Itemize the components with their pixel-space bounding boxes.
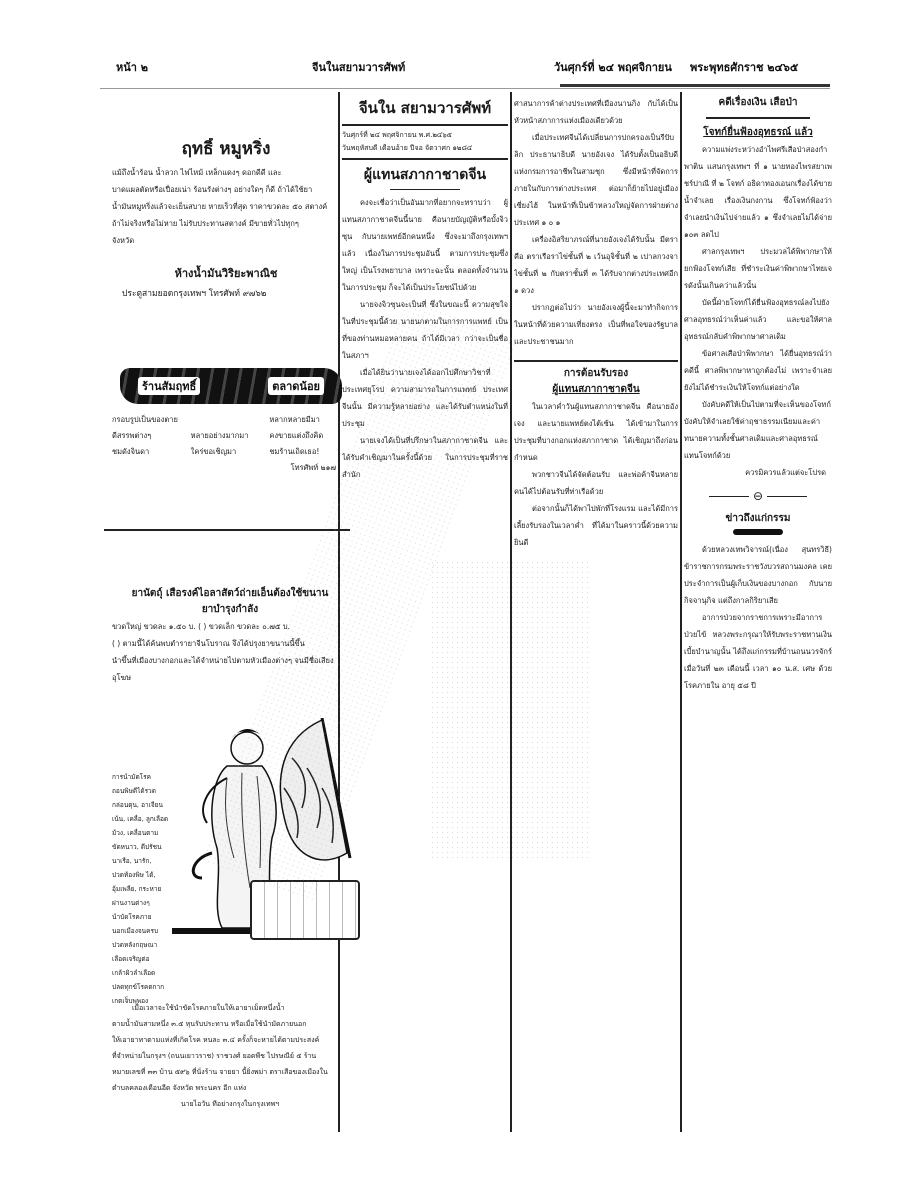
symptom-item: เกล้าผิวลำเลือด [112,969,156,977]
symptom-item: กล่อนตุน, อาเจียน [112,801,163,809]
banner-left-text: ร้านสัมฤทธิ์ [138,377,200,395]
masthead-date: วันศุกร์ที่ ๒๔ พฤศจิกายน พ.ศ.๒๔๖๕ [342,131,452,139]
column-4 [684,95,832,1135]
symptom-item: ถอนพิษดีได้รวด [112,787,156,795]
section-divider [104,529,350,531]
article-kicker: คดีเรื่องเงิน เสือป่า [718,97,798,108]
article-paragraph: อาการป่วยจากราชการเพราะมีอาการป่วยไข้ หลวงพระกรุณาให้รับพระราชทานเงินเบี้ยบำนาญนั้น ได้ถึงแก่กรรมที่บ้านถนนวรจักร์ เมื่อวันที่ ๒๓ เดือนนี้ เวลา ๑๐ น.ส. เศษ ด้วยโรคภายใน อายุ ๕๘ ปี [684,613,832,690]
section-title: ข่าวถึงแก่กรรม [725,513,791,524]
ad-line: จังหวัด [112,236,135,245]
ad2-cell: ใคร่ขอเชิญมา [190,447,237,456]
advertisement-pig-oil [112,138,340,303]
ad2-cell: ชมร้านเถิดเธอ! [269,447,320,456]
symptom-item: เน้น, เคลื่อ, ลูกเลือด [112,815,169,823]
section-subtitle: ผู้แทนสภากาชาดจีน [552,384,640,395]
article-paragraph: บัดนี้ฝ่ายโจทก์ได้ยื่นฟ้องอุทธรณ์ลงไปยังศาลอุทธรณ์ว่าเห็นค่าแล้ว และขอให้ศาลอุทธรณ์กลับคำพิพากษาศาลเดิม [684,298,832,341]
symptom-item: การนำมัดโรค [112,773,152,781]
ad2-cell [191,412,266,428]
symptom-item: ปวดหลังกฤษณา [112,941,158,949]
symptom-item: ปวดท้องพิษ ได้, [112,871,156,879]
ad3-title: ยานัตถุ์ เสือรงค์ไอลาสัตว์ถ่ายเอ็นต้องใช้ขนาน [131,588,329,599]
rule [342,158,508,160]
ad-title: ฤทธิ์ หมูหริ่ง [181,139,271,159]
article-paragraph: นายเจงได้เป็นที่ปรึกษาในสภากาชาดจีน และได้รับคำเชิญมาในครั้งนี้ด้วย ในการประชุมที่ราชสำนัก [342,436,508,479]
ad3-line: นำขึ้นที่เมืองบางกอกและได้จำหน่ายไปตามหัวเมืองต่างๆ จนมีชื่อเสียง [112,656,334,665]
ad-signature: ห้างน้ำมันวิริยะพาณิช [174,267,278,280]
section-title: การต้อนรับรอง [563,368,629,379]
article-paragraph: ปรากฏต่อไปว่า นายอังเจงผู้นี้จะมาทำกิจการในหน้าที่ด้วยความเที่ยงตรง เป็นที่พอใจของรัฐบาลและประชาชนมาก [514,303,678,346]
ad3-subtitle: ยาบำรุงกำลัง [201,604,259,615]
symptom-item: อุ้มเพลีย, กระหาย [112,885,162,893]
article-paragraph: เครื่องอิสริยาภรณ์ที่นายอังเจงได้รับนั้น มีตราคือ ตราเรือราไข่ชั้นที่ ๒ เว้นอุจิชั้นที่ ๒ เปาลกวงจาไข่ชั้นที่ ๒ กับตราชั้นที่ ๓ ได้รับจากต่างประเทศอีก ๑ ดวง [514,235,678,295]
illustration-barrel [250,880,360,940]
advertisement-medicine [112,586,348,686]
symptom-item: เลือดเจริญต่อ [112,955,150,963]
column-divider-2 [510,92,512,1132]
article-paragraph: ศาสนาการค้าต่างประเทศที่เมืองนานกิง กับได้เป็นหัวหน้าสภาการแห่งเมืองเดียวด้วย [514,99,678,125]
ad3-footer-line: เมื่อเวลาจะใช้นำขัดโรคภายในให้เอายาเม็ดหนึ่งน้ำ [132,1004,285,1012]
ad-address: ประตูสามยอดกรุงเทพฯ โทรศัพท์ ๙๗๖๒ [122,289,267,299]
ad2-phone: โทรศัพท์ ๒๑๗ [290,463,336,472]
ornament-divider: ⊖ [684,487,832,505]
ad3-line: อุโฆษ [112,673,132,682]
headline: โจทก์ยื่นฟ้องอุทธรณ์ แล้ว [703,127,813,138]
ad3-footer-line: ให้เอายาทาตามแห่งที่เกิดโรค หนละ ๓.๔ ครั้งก็จะหายได้ตามประสงค์ [112,1036,320,1044]
rule [342,124,508,126]
article-paragraph: ต่อจากนั้นก็ได้พาไปพักที่โรงแรม และได้มีการเลี้ยงรับรองในเวลาค่ำ ที่ได้มาในคราวนี้ด้วยความยินดี [514,504,678,547]
symptom-item: ผ่านงานต่างๆ [112,899,150,907]
paper-name: จีนในสยามวารศัพท์ [312,61,406,74]
rule [706,117,810,119]
article-paragraph: ข้อศาลเสือป่าพิพากษา ได้ยื่นอุทธรณ์ว่าคดีนี้ ศาลพิพากษาหาถูกต้องไม่ เพราะจำเลยยังไม่ได้ชำระเงินให้โจทก์แต่อย่างใด [684,349,832,392]
ad-line: แม้ถึงน้ำร้อน น้ำลวก ไฟไหม้ เหล็กแดงๆ ดอกดีดี และ [112,168,282,177]
headline-rule [390,189,460,190]
banner-right-text: ตลาดน้อย [268,377,324,395]
ad3-footer-line: นายไอวัน ทีอย่างกรุงในกรุงเทพฯ [180,1100,280,1108]
masthead-chinese-date: วันพฤหัสบดี เดือนอ้าย ปีจอ จัตวาศก ๑๒๘๔ [342,144,473,152]
ad-line: น้ำมันหมูหริ่งแล้วจะเย็นสบาย หายเร็วที่สุด ราคาขวดละ ๕๐ สตางค์ [112,202,328,211]
article-paragraph: นายจงจิวซุนจะเป็นที่ ซึ่งในขณะนี้ ความสุขใจในที่ประชุมนี้ด้วย นายนกตามในการการแพทย์ เป็นที่ของท่านหมอหลายคน ถ้าได้มีเวลา กว่าจะเป็นชื่อในสภาฯ [342,300,508,360]
symptom-item: ปลดทุกข์โรคดกาก [112,983,165,991]
advertisement-frame-shop [112,412,344,476]
article-paragraph: ความแพ่งระหว่างอำไพศรีเสือป่าสองกำพาติน แสนกรุงเทพฯ ที่ ๑ นายทองไพรสยาเพชร์ปาณี ที่ ๒ โจทก์ อธิดาทองเอนกเรื่องได้ขายน้ำจำเลย เรื่องเงินกงกาน ซึ่งโจทก์ฟ้องว่า จำเลยนำเงินไปจ่ายแล้ว ๑ ซึ่งจำเลยไม่ได้จ่าย ๑๐๓ ลดไป [684,145,832,239]
ad3-footer-line: ตามน้ำมันสามหนึ่ง ๓.๕ หุนรับประทาน หรือเมื่อใช้นำมัดภายนอก [112,1020,307,1028]
page-header [112,56,832,78]
symptom-item: เกตเจ็บพุพอง [112,997,149,1005]
ad3-line: ขวดใหญ่ ขวดละ ๑.๕๐ บ. ( ) ขวดเล็ก ขวดละ ๐.๗๕ บ. [112,622,291,631]
ad3-symptom-list [112,770,180,1008]
article-paragraph: คงจะเชื่อว่าเป็นอันมากที่อยากจะทราบว่า ผู้แทนสภากาชาดจีนนี้นาย คือนายบัญญัติหรือบั้งจิวซุน กับนายเพทย์อีกคนหนึ่ง ซึ่งจะมาถึงกรุงเทพฯ แล้ว เนื่องในการประชุมอันนี้ ตามการประชุมซึ่งใหญ่ เป็นโรงพยาบาล เพราะฉะนั้น ตลอดทั้งจำนวนในการประชุม ก็จะได้เป็นประโยชน์ไปด้วย [342,198,508,292]
ad2-cell: หลายอย่างมากมา [190,431,249,440]
page-number: หน้า ๒ [116,61,149,74]
ad3-footer-line: หมายเลขที่ ๓๓ บ้าน ๕๙๖ ที่นั่งร้าน จายยา นี้ยิ่งพม่า ตราเสือของเมืองใน [112,1068,328,1076]
article-paragraph: ศาลกรุงเทพฯ ประมวลได้พิพากษาให้ยกฟ้องโจทก์เสีย ที่ชำระเงินค่าพิพากษาไทยเจรดังนั้นเกินคว่าแล้วนั้น [684,247,832,290]
paper-masthead: จีนใน สยามวารศัพท์ [358,99,492,117]
symptom-item: ม้วง, เคลื่อนตาม [112,829,159,837]
column-2 [342,95,508,483]
ad2-cell: คงขายแต่งถึงคิด [269,431,324,440]
ad3-line: ( ) ตามนี้ได้ค้นพบตำรายาจีนโบราณ จึงได้ปรุงยาขนานนี้ขึ้น [112,639,305,648]
ad3-footer [112,1000,348,1112]
header-rule [560,84,830,87]
ad2-cell: ชมดังจินดา [112,447,150,456]
article-paragraph: เมื่อได้ยินว่านายเจงได้ออกไปศึกษาวิชาที่ประเทศยุโรป ความสามารถในการแพทย์ ประเทศจีนนั้น มีความรู้หลายอย่าง และได้รับตำแหน่งในที่ประชุม [342,368,508,428]
article-closing: ควรมิควรแล้วแต่จะโปรด [745,468,826,477]
symptom-item: ขัดหนาว, ดีปรัชน [112,843,162,851]
section-rule [514,360,678,362]
symptom-item: นำบัดโรคภาย [112,913,152,921]
buddhist-era: พระพุทธศักราช ๒๔๖๕ [690,61,799,74]
column-3 [514,95,678,1135]
ad-line: บาดแผลตัดหรือเปื่อยเน่า ร้อนรังต่างๆ อย่างใดๆ ก็ดี ถ้าได้ใช้ยา [112,185,313,194]
ad-banner-logo [120,368,342,404]
ad-line: ถ้าไม่จริงหรือไม่หาย ไม่รับประทานสตางค์ มีขายทั่วไปทุกๆ [112,219,299,228]
ad2-cell: ดีสรรพต่างๆ [112,431,152,440]
symptom-item: นอกเมืองจนครบ [112,927,159,935]
article-paragraph: ด้วยหลวงเทพวิจารณ์(เนื่อง สุนทรวิธี) ข้าราชการกรมพระราชวังบวรสถานมงคล เคยประจำการเป็นผู้เก็บเงินของบางกอก กับนายกิจจานุกิจ แต่ถึงกาลกิริยาเสีย [684,545,832,605]
decorative-bar [733,529,783,535]
ad3-footer-line: ตำบลคลองเดือนอีด จังหวัด พระนคร อีก แห่ง [112,1084,247,1092]
article-paragraph: เมื่อประเทศจีนได้เปลี่ยนการปกครองเป็นรีปับลิก ประธานาธิบดี นายอังเจง ได้รับตั้งเป็นอธิบดีแห่งกรมการอาชีพในสามชุก ซึ่งมีหน้าที่จัดการภายในกับการต่างประเทศ ต่อมาก็ย้ายไปอยู่เมืองเซี่ยงไฮ้ ในหน้าที่เป็นข้าหลวงใหญ่จัดการฝ่ายต่างประเทศ ๑ ๐ ๑ [514,133,678,227]
article-paragraph: บังคับคดีให้เป็นไปตามที่จะเห็นของโจทก์ บังคับให้จำเลยใช้ค่าฤชาธรรมเนียมและค่าทนายความทั้งชั้นศาลเดิมและศาลอุทธรณ์แทนโจทก์ด้วย [684,400,831,460]
header-rule-thin [100,88,830,89]
ad3-footer-line: ที่จำหน่ายในกรุงฯ (ถนนเยาวราช) ราชวงศ์ ยอดพืช ไปรษณีย์ ๕ ร้าน [112,1052,317,1060]
article-paragraph: ในเวลาค่ำวันผู้แทนสภากาชาดจีน คือนายอังเจง และนายแพทย์ตงไต้เซ้น ได้เข้ามาในการประชุมที่บางกอกแห่งสภากาชาด ได้เชิญมาถึงก่อนกำหนด [514,402,678,462]
ad2-cell: หลากหลายมีมา [269,415,320,424]
ad2-cell: กรอบรูปเป็นของตาย [112,415,178,424]
headline: ผู้แทนสภากาชาดจีน [363,167,487,183]
article-paragraph: พวกชาวจีนได้จัดต้อนรับ และพ่อค้าจีนหลายคนได้ไปต้อนรับที่ท่าเรือด้วย [514,470,678,496]
issue-date: วันศุกร์ที่ ๒๔ พฤศจิกายน [554,61,672,74]
column-divider-3 [680,92,682,1132]
symptom-item: นาเรือ, นารัก, [112,857,152,865]
